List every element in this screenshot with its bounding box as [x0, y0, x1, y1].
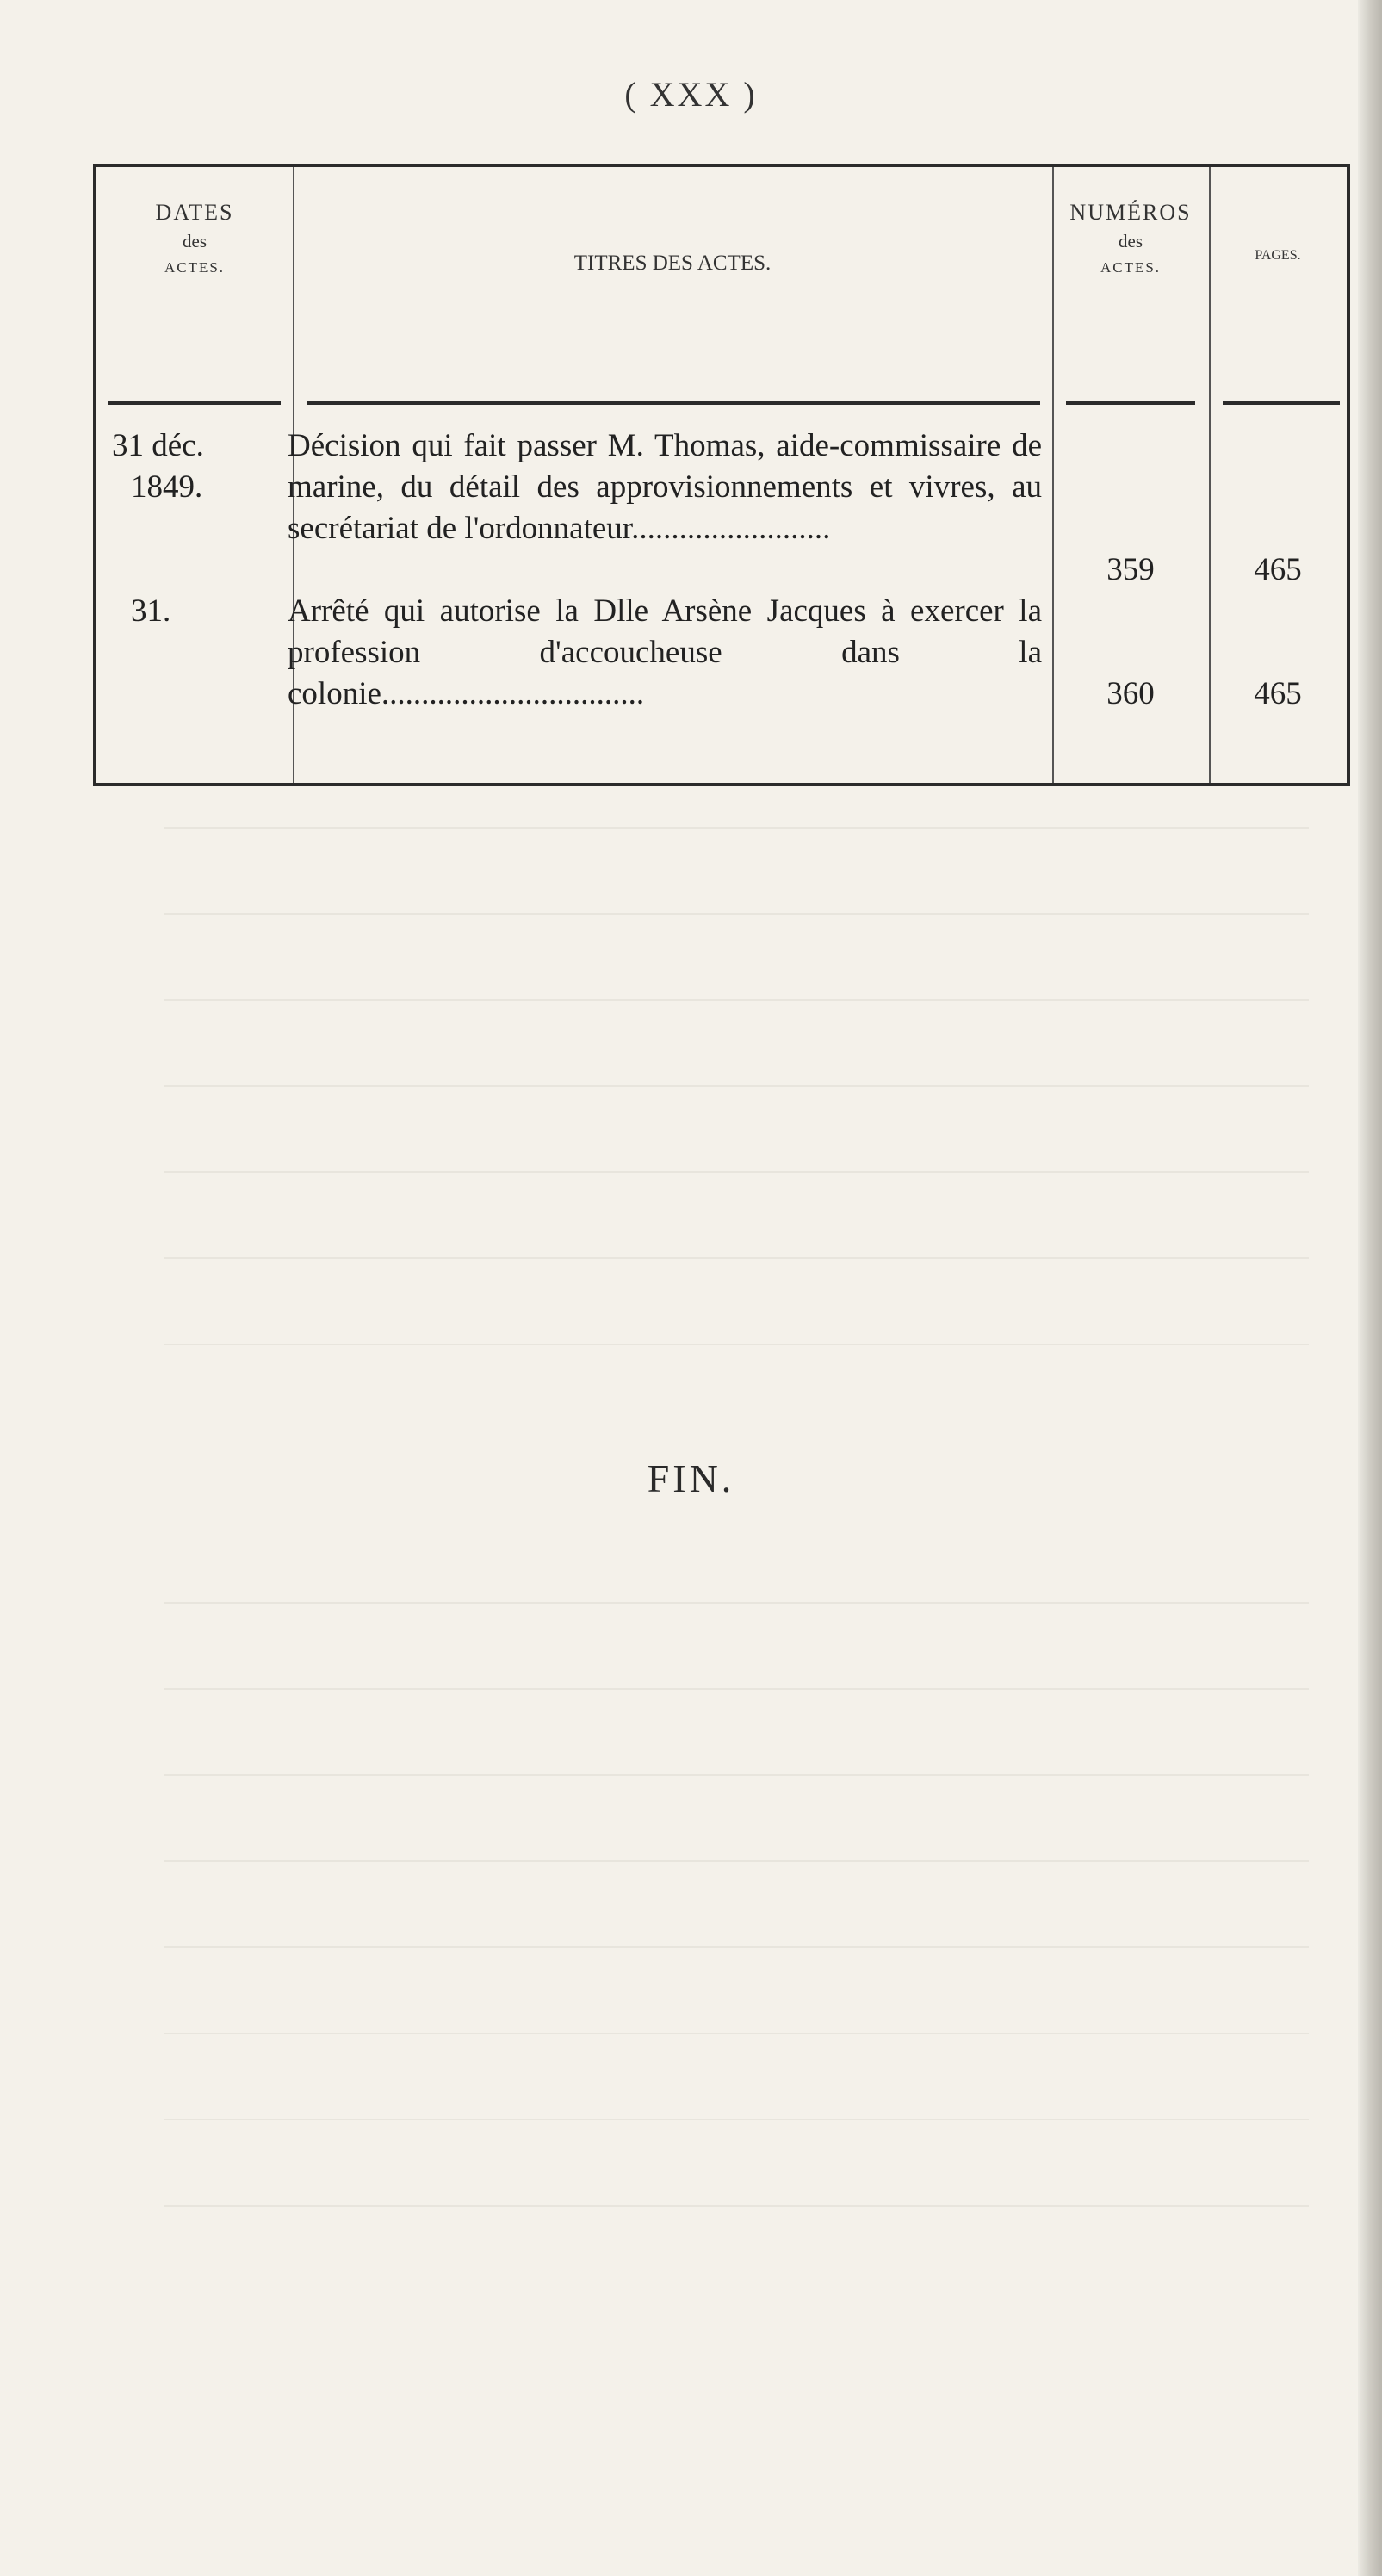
bleed-through-line: [164, 2205, 1309, 2207]
bleed-through-line: [164, 2033, 1309, 2034]
row1-date-day: 31 déc.: [112, 428, 204, 463]
header-rule: [1066, 401, 1195, 405]
acts-table: [93, 164, 1350, 786]
bleed-through-line: [164, 1946, 1309, 1948]
bleed-through-line: [164, 1085, 1309, 1087]
page-edge-shadow: [1358, 0, 1382, 2576]
header-numeros: [1052, 200, 1209, 276]
row1-date-year: 1849.: [131, 469, 203, 505]
row2-date-day: 31.: [131, 593, 171, 629]
row1-title-text: Décision qui fait passer M. Thomas, aide-commissaire de marine, du détail des approvisionnements et vivres, au secrétariat de l'ordonnateur.........................: [288, 428, 1042, 546]
header-rule: [1223, 401, 1340, 405]
bleed-through-line: [164, 1257, 1309, 1259]
header-rule: [108, 401, 281, 405]
bleed-through-line: [164, 1602, 1309, 1604]
bleed-through-line: [164, 1344, 1309, 1345]
header-dates-line3: ACTES.: [164, 259, 226, 276]
row2-page: 465: [1254, 676, 1302, 711]
header-titres: TITRES DES ACTES.: [573, 251, 772, 275]
bleed-through-line: [164, 999, 1309, 1001]
bleed-through-line: [164, 1774, 1309, 1776]
header-pages: PAGES.: [1255, 248, 1301, 263]
bleed-through-line: [164, 827, 1309, 829]
header-dates-line1: DATES: [155, 200, 234, 225]
header-numeros-line2: des: [1119, 231, 1143, 251]
row1-numero: 359: [1106, 552, 1155, 587]
header-numeros-line3: ACTES.: [1100, 259, 1162, 276]
row2-date: [131, 591, 170, 632]
header-numeros-line1: NUMÉROS: [1069, 200, 1192, 225]
bleed-through-line: [164, 2119, 1309, 2120]
bleed-through-line: [164, 1688, 1309, 1690]
row2-title-text: Arrêté qui autorise la Dlle Arsène Jacques à exercer la profession d'accoucheuse dans la colonie.................................: [288, 593, 1042, 711]
row1-title: [288, 425, 1042, 549]
page-header: ( XXX ): [624, 75, 758, 114]
row1-date: [112, 425, 204, 508]
header-dates-line2: des: [183, 231, 207, 251]
header-rule: [307, 401, 1040, 405]
header-dates: [96, 200, 293, 276]
row1-page: 465: [1254, 552, 1302, 587]
bleed-through-line: [164, 913, 1309, 915]
bleed-through-line: [164, 1171, 1309, 1173]
bleed-through-line: [164, 1860, 1309, 1862]
row2-title: [288, 591, 1042, 715]
row2-numero: 360: [1106, 676, 1155, 711]
end-marker: FIN.: [647, 1456, 735, 1500]
